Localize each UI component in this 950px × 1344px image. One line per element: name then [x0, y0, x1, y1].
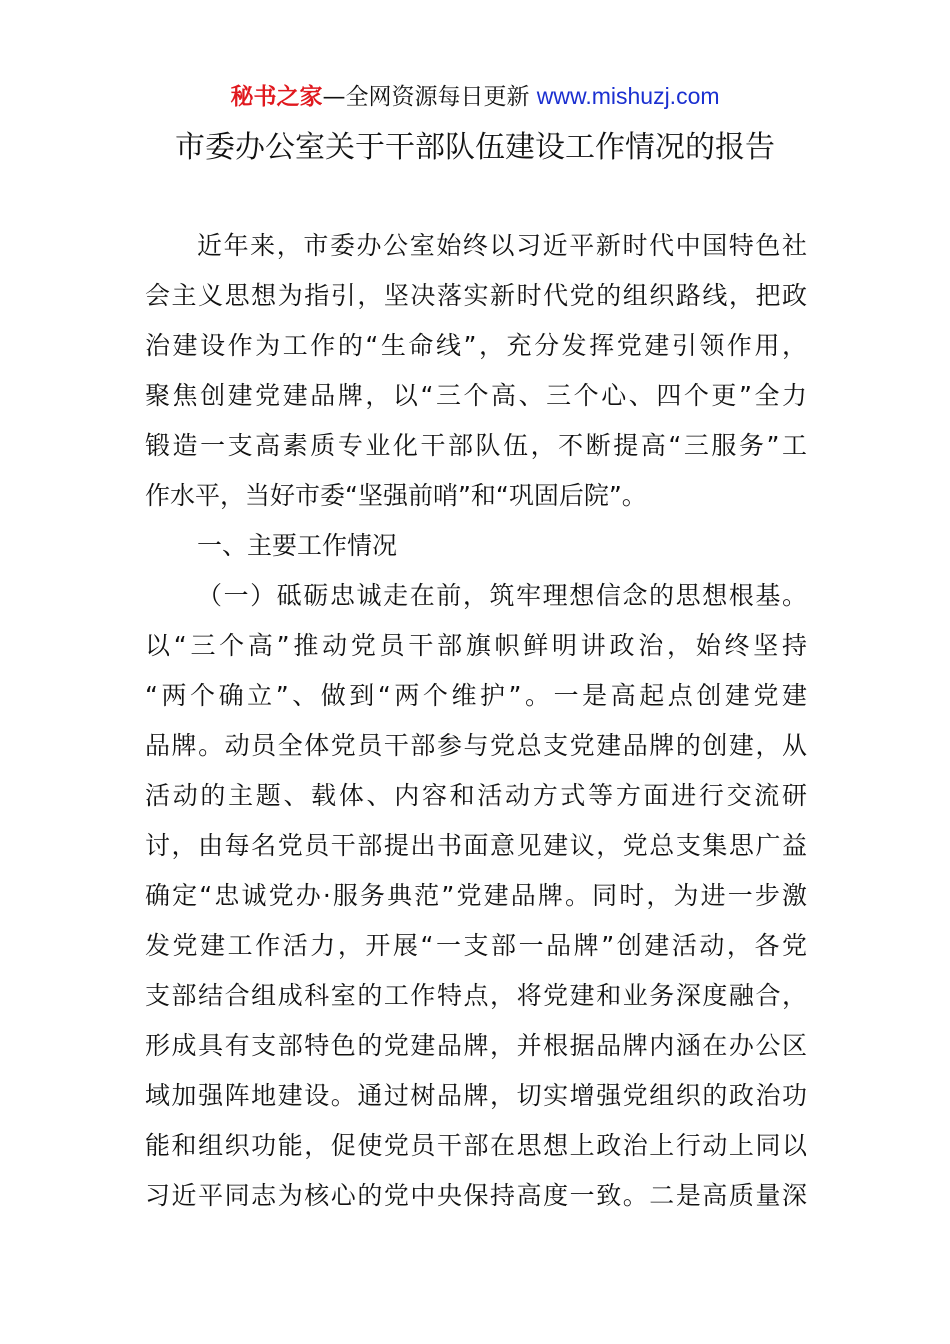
document-title: 市委办公室关于干部队伍建设工作情况的报告 — [175, 130, 775, 165]
paragraph-line: 聚焦创建党建品牌，以“三个高、三个心、四个更”全力 — [145, 381, 807, 410]
site-url-link[interactable]: www.mishuzj.com — [536, 83, 720, 109]
paragraph-line: 作水平，当好市委“坚强前哨”和“巩固后院”。 — [145, 481, 647, 510]
paragraph-line: 发党建工作活力，开展“一支部一品牌”创建活动，各党 — [145, 931, 807, 960]
paragraph-line: 近年来，市委办公室始终以习近平新时代中国特色社 — [197, 231, 807, 260]
paragraph-line: 讨，由每名党员干部提出书面意见建议，党总支集思广益 — [145, 831, 807, 860]
paragraph-line: 品牌。动员全体党员干部参与党总支党建品牌的创建，从 — [145, 731, 807, 760]
site-brand: 秘书之家 — [230, 84, 323, 110]
paragraph-line: 能和组织功能，促使党员干部在思想上政治上行动上同以 — [145, 1131, 807, 1160]
paragraph-line: 活动的主题、载体、内容和活动方式等方面进行交流研 — [145, 781, 807, 810]
site-tagline: —全网资源每日更新 — [322, 84, 537, 110]
paragraph-line: 支部结合组成科室的工作特点，将党建和业务深度融合， — [145, 981, 807, 1010]
document-body — [145, 221, 807, 1221]
paragraph-line: 确定“忠诚党办·服务典范”党建品牌。同时，为进一步激 — [145, 881, 807, 910]
paragraph-line: 锻造一支高素质专业化干部队伍，不断提高“三服务”工 — [145, 431, 807, 460]
subsection-heading-line: （一）砥砺忠诚走在前，筑牢理想信念的思想根基。 — [197, 581, 807, 610]
site-header — [0, 80, 950, 113]
paragraph-line: 形成具有支部特色的党建品牌，并根据品牌内涵在办公区 — [145, 1031, 807, 1060]
paragraph-line: “两个确立”、做到“两个维护”。一是高起点创建党建 — [145, 681, 807, 710]
paragraph-line: 以“三个高”推动党员干部旗帜鲜明讲政治，始终坚持 — [145, 631, 807, 660]
paragraph-line: 习近平同志为核心的党中央保持高度一致。二是高质量深 — [145, 1181, 807, 1210]
paragraph-line: 治建设作为工作的“生命线”，充分发挥党建引领作用， — [145, 331, 807, 360]
paragraph-line: 会主义思想为指引，坚决落实新时代党的组织路线，把政 — [145, 281, 807, 310]
paragraph-line: 域加强阵地建设。通过树品牌，切实增强党组织的政治功 — [145, 1081, 807, 1110]
section-heading: 一、主要工作情况 — [197, 531, 398, 560]
